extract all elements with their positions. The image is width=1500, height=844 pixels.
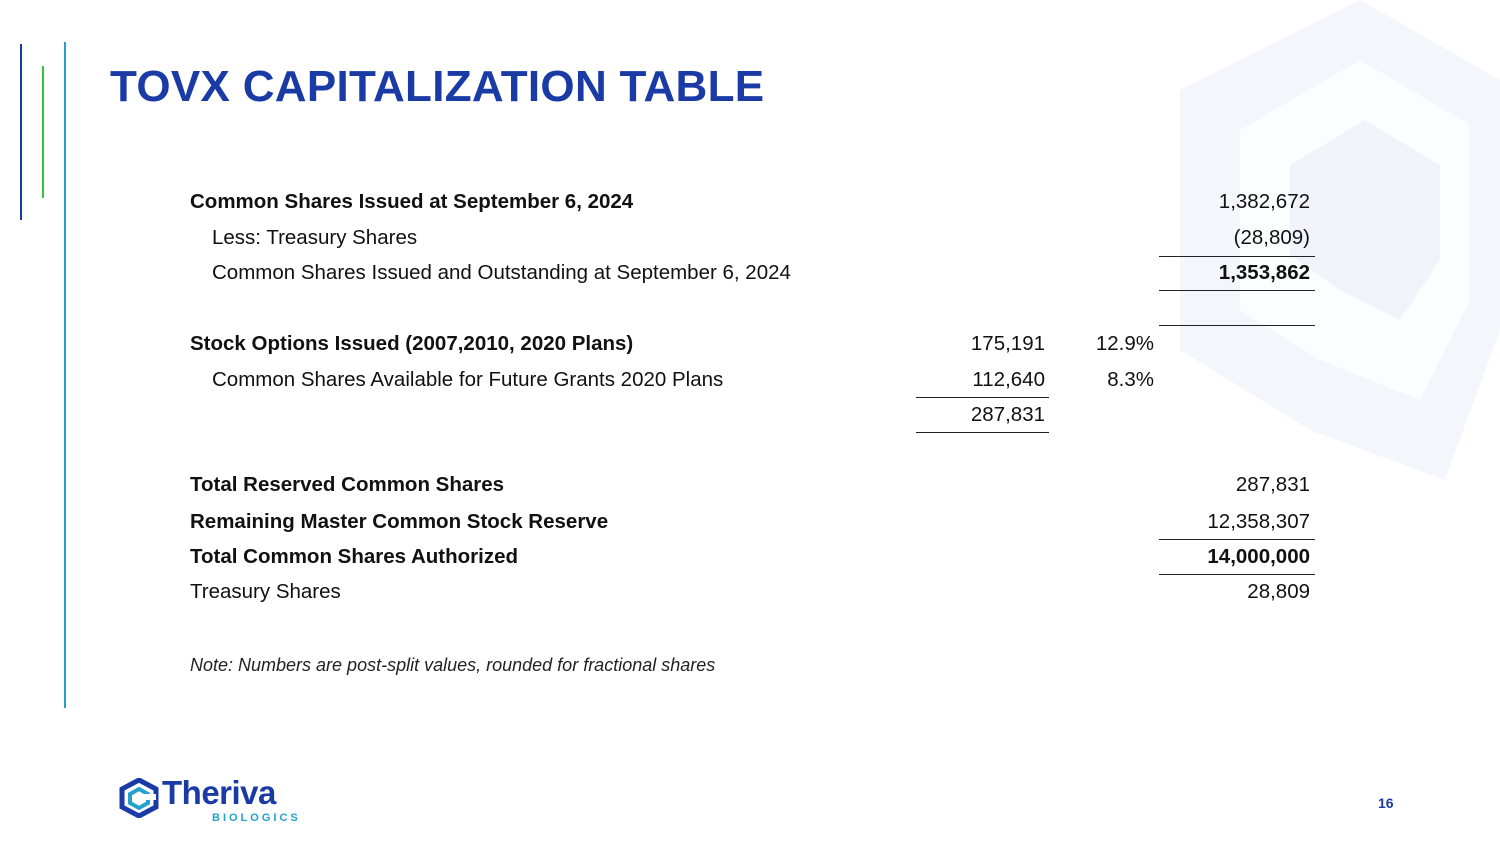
logo-subtitle: BIOLOGICS bbox=[212, 812, 301, 824]
rule-amount-1 bbox=[1159, 256, 1315, 257]
row-options-subtotal bbox=[190, 402, 1320, 428]
row-label: Treasury Shares bbox=[190, 580, 341, 603]
row-label: Total Reserved Common Shares bbox=[190, 473, 505, 496]
rule-amount-3 bbox=[1159, 325, 1315, 326]
row-options-value: 112,640 bbox=[972, 368, 1045, 391]
row-outstanding bbox=[190, 260, 1320, 286]
row-label: Common Shares Issued at September 6, 2024 bbox=[190, 190, 634, 213]
footnote: Note: Numbers are post-split values, rounded for fractional shares bbox=[190, 655, 716, 675]
rule-options-2 bbox=[916, 432, 1049, 433]
row-common-issued bbox=[190, 189, 1320, 215]
theriva-logo-icon bbox=[118, 778, 160, 818]
row-percent: 8.3% bbox=[1107, 368, 1154, 391]
row-amount: 1,382,672 bbox=[1218, 190, 1310, 213]
row-future-grants bbox=[190, 367, 1320, 393]
row-stock-options bbox=[190, 331, 1320, 357]
row-amount: 12,358,307 bbox=[1207, 510, 1310, 533]
row-label: Less: Treasury Shares bbox=[212, 226, 418, 249]
accent-line-cyan bbox=[64, 42, 66, 708]
row-label: Stock Options Issued (2007,2010, 2020 Plans) bbox=[190, 332, 634, 355]
row-amount: 287,831 bbox=[1235, 473, 1310, 496]
row-amount: 14,000,000 bbox=[1207, 545, 1310, 568]
rule-amount-4 bbox=[1159, 539, 1315, 540]
row-label: Remaining Master Common Stock Reserve bbox=[190, 510, 609, 533]
row-percent: 12.9% bbox=[1095, 332, 1154, 355]
row-label: Common Shares Available for Future Grants 2020 Plans bbox=[212, 368, 724, 391]
row-remaining-reserve bbox=[190, 509, 1320, 535]
rule-options-1 bbox=[916, 397, 1049, 398]
accent-line-blue bbox=[20, 44, 22, 220]
logo-wordmark: Theriva bbox=[162, 774, 276, 811]
row-options-value: 175,191 bbox=[970, 332, 1045, 355]
accent-line-green bbox=[42, 66, 44, 198]
rule-amount-5 bbox=[1159, 574, 1315, 575]
rule-amount-2 bbox=[1159, 290, 1315, 291]
row-amount: 1,353,862 bbox=[1218, 261, 1310, 284]
row-label: Total Common Shares Authorized bbox=[190, 545, 519, 568]
page-title: TOVX CAPITALIZATION TABLE bbox=[110, 62, 765, 111]
row-treasury bbox=[190, 579, 1320, 605]
company-logo bbox=[118, 774, 308, 828]
row-total-reserved bbox=[190, 472, 1320, 498]
row-label: Common Shares Issued and Outstanding at September 6, 2024 bbox=[212, 261, 791, 284]
row-less-treasury bbox=[190, 225, 1320, 251]
page-number: 16 bbox=[1378, 795, 1394, 811]
row-amount: 28,809 bbox=[1247, 580, 1310, 603]
row-options-value: 287,831 bbox=[970, 403, 1045, 426]
row-amount: (28,809) bbox=[1233, 226, 1310, 249]
row-total-authorized bbox=[190, 544, 1320, 570]
